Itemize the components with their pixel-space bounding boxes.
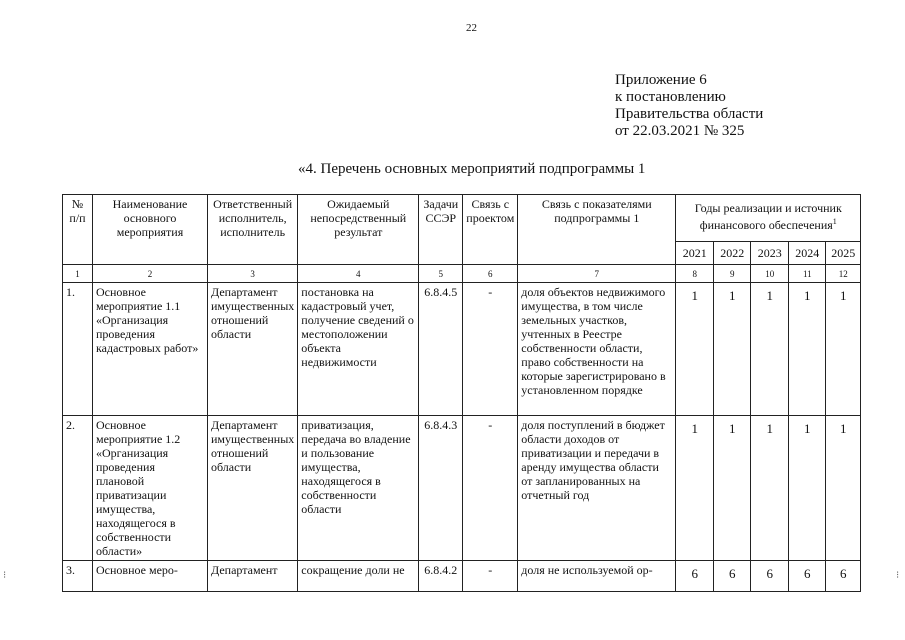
appendix-line: к постановлению <box>615 89 726 105</box>
row-name: Основное меро- <box>93 561 208 592</box>
row-value: 6 <box>714 561 751 592</box>
row-result: приватизация, передача во владение и пользование имущества, находящегося в собственности области <box>298 416 419 561</box>
row-value: 6 <box>789 561 826 592</box>
column-number: 2 <box>93 265 208 283</box>
row-value: 1 <box>714 416 751 561</box>
scan-margin-mark: ⁝ <box>3 570 7 581</box>
header-link-indicators: Связь с показателями подпрограммы 1 <box>518 195 676 265</box>
appendix-block <box>615 72 763 140</box>
activities-table <box>62 194 861 592</box>
row-no: 1. <box>63 283 93 416</box>
row-link-project: - <box>463 283 518 416</box>
row-value: 1 <box>714 283 751 416</box>
header-year: 2023 <box>751 242 789 265</box>
row-no: 3. <box>63 561 93 592</box>
page-title: «4. Перечень основных мероприятий подпрограммы 1 <box>298 161 646 177</box>
column-number: 1 <box>63 265 93 283</box>
row-value: 1 <box>789 283 826 416</box>
row-link-project: - <box>463 416 518 561</box>
column-number: 3 <box>208 265 298 283</box>
column-number: 5 <box>419 265 463 283</box>
row-value: 1 <box>676 416 714 561</box>
row-executor: Департамент имущественных отношений области <box>208 416 298 561</box>
header-tasks: Задачи ССЭР <box>419 195 463 265</box>
header-link-project: Связь с проектом <box>463 195 518 265</box>
header-year: 2025 <box>826 242 861 265</box>
header-row <box>63 195 861 242</box>
column-number: 7 <box>518 265 676 283</box>
scan-margin-mark: ⁝ <box>896 570 900 581</box>
row-no: 2. <box>63 416 93 561</box>
row-value: 6 <box>676 561 714 592</box>
appendix-line: Приложение 6 <box>615 72 707 88</box>
column-number: 8 <box>676 265 714 283</box>
row-value: 6 <box>826 561 861 592</box>
row-link-indicators: доля поступлений в бюджет области доходов от приватизации и передачи в аренду имущества области от запланированных на отчетный год <box>518 416 676 561</box>
header-year: 2022 <box>714 242 751 265</box>
appendix-line: от 22.03.2021 № 325 <box>615 123 745 139</box>
footnote-mark: 1 <box>832 217 837 226</box>
column-number: 9 <box>714 265 751 283</box>
row-tasks: 6.8.4.5 <box>419 283 463 416</box>
header-years-label: Годы реализации и источник финансового обеспечения <box>694 201 842 232</box>
header-name: Наименование основного мероприятия <box>93 195 208 265</box>
row-link-indicators: доля не используемой ор- <box>518 561 676 592</box>
header-no: № п/п <box>63 195 93 265</box>
column-numbers-row <box>63 265 861 283</box>
table-row <box>63 561 861 592</box>
row-tasks: 6.8.4.3 <box>419 416 463 561</box>
table-row <box>63 416 861 561</box>
column-number: 12 <box>826 265 861 283</box>
row-value: 1 <box>826 283 861 416</box>
header-years-group <box>676 195 861 242</box>
row-result: постановка на кадастровый учет, получение сведений о местоположении объекта недвижимости <box>298 283 419 416</box>
column-number: 11 <box>789 265 826 283</box>
row-name: Основное мероприятие 1.1 «Организация проведения кадастровых работ» <box>93 283 208 416</box>
row-value: 6 <box>751 561 789 592</box>
row-link-project: - <box>463 561 518 592</box>
row-tasks: 6.8.4.2 <box>419 561 463 592</box>
header-year: 2024 <box>789 242 826 265</box>
appendix-line: Правительства области <box>615 106 764 122</box>
row-value: 1 <box>751 416 789 561</box>
row-value: 1 <box>676 283 714 416</box>
row-link-indicators: доля объектов недвижимого имущества, в том числе земельных участков, учтенных в Реестре собственности области, право собственности на которые зарегистрировано в установленном порядке <box>518 283 676 416</box>
column-number: 6 <box>463 265 518 283</box>
row-result: сокращение доли не <box>298 561 419 592</box>
header-result: Ожидаемый непосредственный результат <box>298 195 419 265</box>
row-value: 1 <box>751 283 789 416</box>
column-number: 10 <box>751 265 789 283</box>
row-executor: Департамент имущественных отношений области <box>208 283 298 416</box>
page-number: 22 <box>466 22 477 34</box>
row-name: Основное мероприятие 1.2 «Организация проведения плановой приватизации имущества, находящегося в собственности области» <box>93 416 208 561</box>
row-executor: Департамент <box>208 561 298 592</box>
header-executor: Ответственный исполнитель, исполнитель <box>208 195 298 265</box>
column-number: 4 <box>298 265 419 283</box>
row-value: 1 <box>826 416 861 561</box>
header-year: 2021 <box>676 242 714 265</box>
row-value: 1 <box>789 416 826 561</box>
table-row <box>63 283 861 416</box>
